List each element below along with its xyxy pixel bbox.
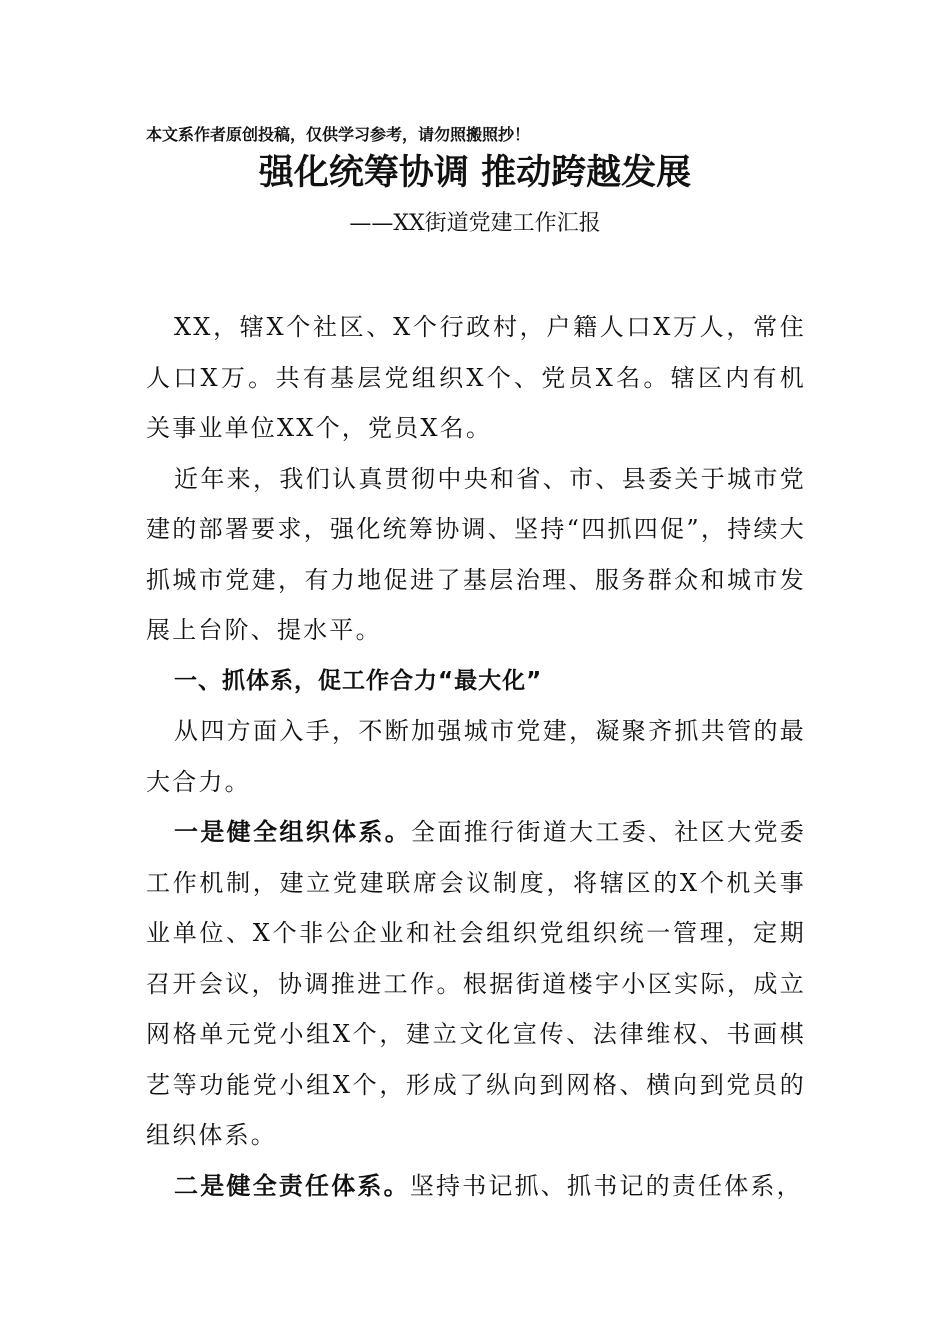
document-subtitle: ——XX街道党建工作汇报	[349, 211, 601, 236]
responsibility-system-paragraph	[146, 1161, 806, 1212]
organization-system-paragraph	[146, 807, 806, 1161]
document-body	[146, 302, 806, 1211]
section-intro-paragraph: 从四方面入手，不断加强城市党建，凝聚齐抓共管的最大合力。	[146, 717, 806, 796]
organization-system-lead: 一是健全组织体系。	[174, 817, 412, 846]
organization-system-text: 全面推行街道大工委、社区大党委工作机制，建立党建联席会议制度，将辖区的X个机关事业单位、X个非公企业和社会组织党组织统一管理，定期召开会议，协调推进工作。根据街道楼宇小区实际，成立网格单元党小组X个，建立文化宣传、法律维权、书画棋艺等功能党小组X个，形成了纵向到网格、横向到党员的组织体系。	[146, 818, 806, 1149]
responsibility-system-text: 坚持书记抓、抓书记的责任体系，	[409, 1171, 803, 1200]
intro-paragraph: XX，辖X个社区、X个行政村，户籍人口X万人，常住人口X万。共有基层党组织X个、党员X名。辖区内有机关事业单位XX个，党员X名。	[146, 313, 806, 442]
copyright-notice: 本文系作者原创投稿，仅供学习参考，请勿照搬照抄！	[146, 125, 531, 144]
section-heading-1: 一、抓体系，促工作合力“最大化”	[174, 667, 543, 694]
responsibility-system-lead: 二是健全责任体系。	[174, 1170, 410, 1200]
document-title: 强化统筹协调 推动跨越发展	[258, 152, 692, 193]
overview-paragraph: 近年来，我们认真贯彻中央和省、市、县委关于城市党建的部署要求，强化统筹协调、坚持“四抓四促”，持续大抓城市党建，有力地促进了基层治理、服务群众和城市发展上台阶、提水平。	[146, 464, 806, 644]
